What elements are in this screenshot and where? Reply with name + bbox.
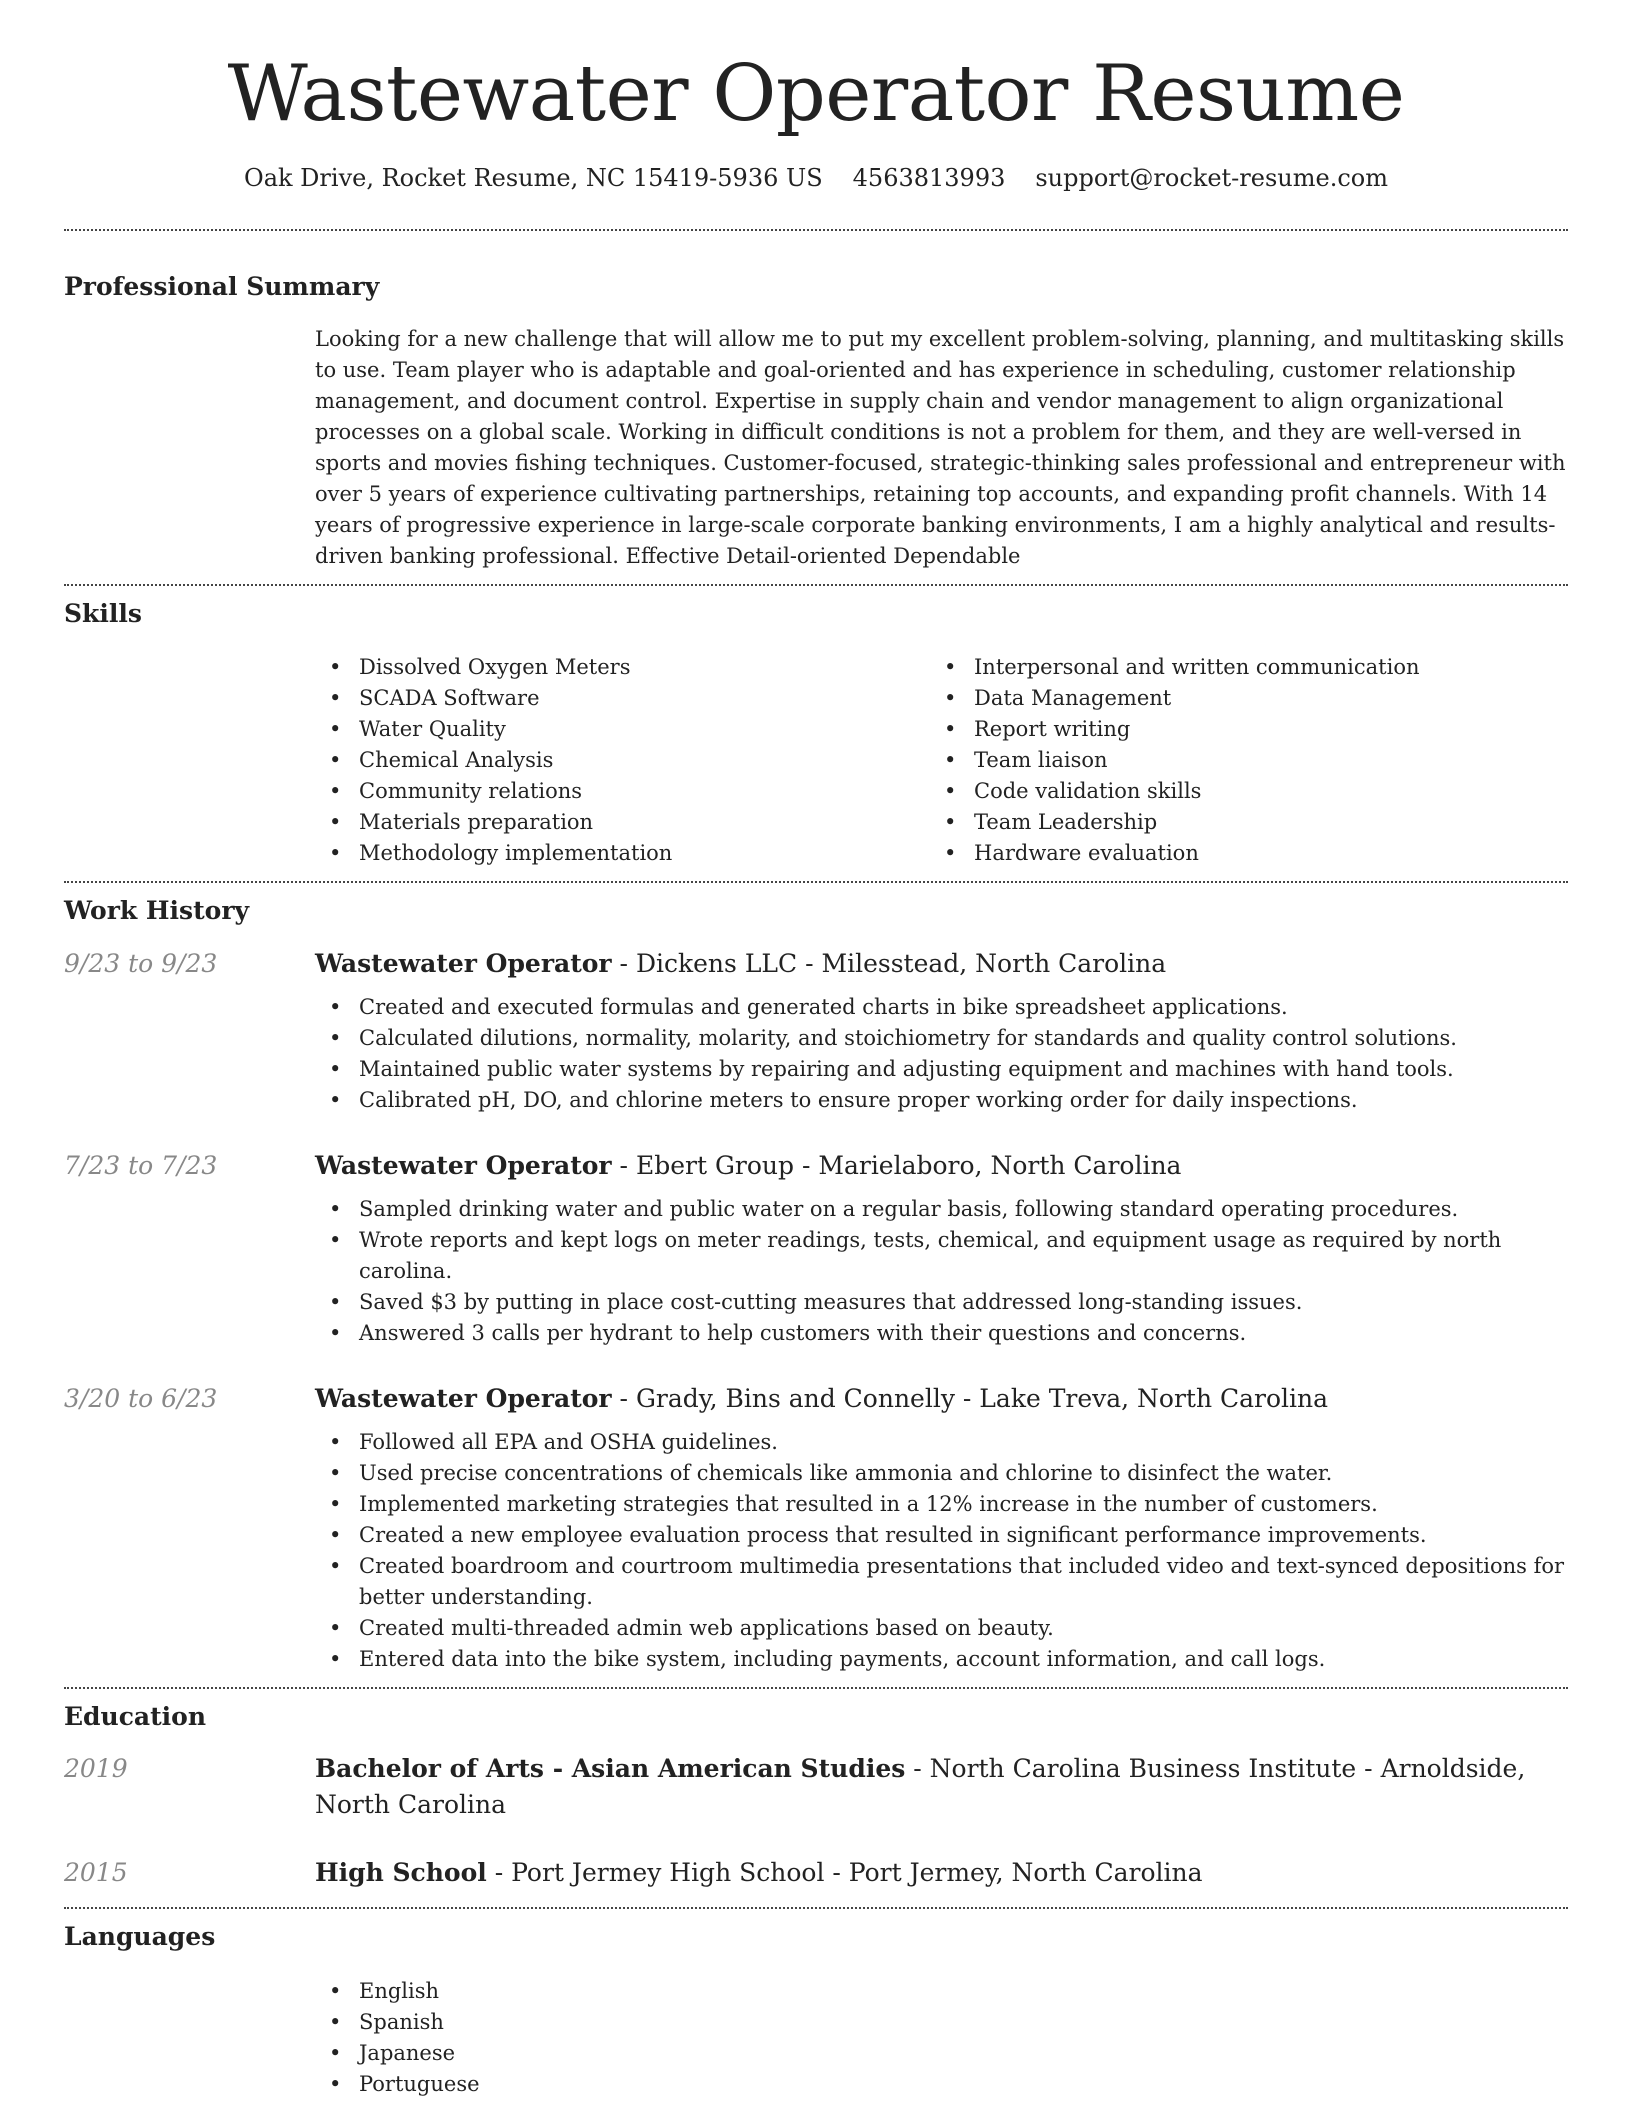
contact-line: [64, 162, 1568, 196]
resume-title: Wastewater Operator Resume: [227, 49, 1405, 139]
education-entry: [64, 1751, 1568, 1823]
section-divider: [64, 584, 1568, 586]
job-bullet: • Saved $3 by putting in place cost-cutting measures that addressed long-standing issues.: [315, 1287, 1568, 1318]
job-bullet: • Calibrated pH, DO, and chlorine meters to ensure proper working order for daily inspections.: [315, 1085, 1568, 1116]
resume-page: [64, 0, 1568, 2112]
job-bullet: • Calculated dilutions, normality, molarity, and stoichiometry for standards and quality control solutions.: [315, 1023, 1568, 1054]
education-degree: High School: [315, 1858, 487, 1888]
section-divider: [64, 1687, 1568, 1689]
skills-list-left: [315, 652, 930, 869]
skill-item: • Materials preparation: [315, 807, 930, 838]
skill-item: • Methodology implementation: [315, 838, 930, 869]
summary-text: Looking for a new challenge that will allow me to put my excellent problem-solving, planning, and multitasking skills to use. Team player who is adaptable and goal-oriented and has experience in scheduling, customer relationship management, and document control. Expertise in supply chain and vendor management to align organizational processes on a global scale. Working in difficult conditions is not a problem for them, and they are well-versed in sports and movies fishing techniques. Customer-focused, strategic-thinking sales professional and entrepreneur with over 5 years of experience cultivating partnerships, retaining top accounts, and expanding profit channels. With 14 years of progressive experience in large-scale corporate banking environments, I am a highly analytical and results-driven banking professional. Effective Detail-oriented Dependable: [315, 326, 1566, 568]
job-bullet: • Used precise concentrations of chemicals like ammonia and chlorine to disinfect the water.: [315, 1458, 1568, 1489]
education-section: [64, 1701, 1568, 1892]
email-link[interactable]: support@rocket-resume.com: [1035, 163, 1388, 192]
job-employer: - Ebert Group - Marielaboro, North Carolina: [611, 1150, 1182, 1180]
job-bullet: • Sampled drinking water and public water on a regular basis, following standard operating procedures.: [315, 1194, 1568, 1225]
job-employer: - Dickens LLC - Milesstead, North Carolina: [611, 948, 1167, 978]
skill-item: • Dissolved Oxygen Meters: [315, 652, 930, 683]
skill-item: • Data Management: [930, 683, 1545, 714]
skills-section: [64, 598, 1568, 870]
languages-list: [315, 1976, 1568, 2100]
education-degree: Bachelor of Arts - Asian American Studies: [315, 1754, 906, 1784]
work-heading: Work History: [64, 896, 250, 926]
section-divider: [64, 1907, 1568, 1909]
job-bullet: • Created multi-threaded admin web applications based on beauty.: [315, 1613, 1568, 1644]
job-heading: [315, 946, 1568, 982]
job-bullet: • Implemented marketing strategies that resulted in a 12% increase in the number of customers.: [315, 1489, 1568, 1520]
job-bullet: • Maintained public water systems by repairing and adjusting equipment and machines with hand tools.: [315, 1054, 1568, 1085]
job-entry: [64, 1381, 1568, 1675]
language-item: • Japanese: [315, 2038, 1568, 2069]
skills-list-right: [930, 652, 1545, 869]
job-position: Wastewater Operator: [315, 1150, 612, 1180]
education-heading-line: [315, 1751, 1568, 1823]
job-bullets: [315, 1427, 1568, 1675]
skill-item: • Hardware evaluation: [930, 838, 1545, 869]
skills-grid: [315, 652, 1568, 869]
job-bullet: • Answered 3 calls per hydrant to help customers with their questions and concerns.: [315, 1318, 1568, 1349]
education-year: 2015: [64, 1858, 128, 1888]
skill-item: • Interpersonal and written communication: [930, 652, 1545, 683]
skill-item: • Team Leadership: [930, 807, 1545, 838]
education-school: - North Carolina Business Institute - Arnoldside, North Carolina: [315, 1754, 1526, 1820]
skill-item: • SCADA Software: [315, 683, 930, 714]
job-position: Wastewater Operator: [315, 948, 612, 978]
job-entry: [64, 1148, 1568, 1349]
job-bullet: • Followed all EPA and OSHA guidelines.: [315, 1427, 1568, 1458]
skill-item: • Team liaison: [930, 745, 1545, 776]
job-heading: [315, 1148, 1568, 1184]
job-employer: - Grady, Bins and Connelly - Lake Treva, North Carolina: [611, 1383, 1329, 1413]
job-dates: 3/20 to 6/23: [64, 1383, 218, 1413]
job-position: Wastewater Operator: [315, 1383, 612, 1413]
job-bullets: [315, 1194, 1568, 1349]
skill-item: • Report writing: [930, 714, 1545, 745]
education-school: - Port Jermey High School - Port Jermey, North Carolina: [486, 1858, 1203, 1888]
skill-item: • Water Quality: [315, 714, 930, 745]
job-bullet: • Created boardroom and courtroom multimedia presentations that included video and text-synced depositions for better understanding.: [315, 1551, 1568, 1613]
summary-section: [64, 271, 1568, 572]
languages-section: [64, 1921, 1568, 2100]
job-bullet: • Entered data into the bike system, including payments, account information, and call logs.: [315, 1644, 1568, 1675]
job-bullets: [315, 992, 1568, 1116]
education-heading: Education: [64, 1701, 207, 1731]
job-dates: 7/23 to 7/23: [64, 1150, 218, 1180]
language-item: • Spanish: [315, 2007, 1568, 2038]
language-item: • English: [315, 1976, 1568, 2007]
phone-text: 4563813993: [852, 163, 1006, 192]
job-bullet: • Created and executed formulas and generated charts in bike spreadsheet applications.: [315, 992, 1568, 1023]
languages-heading: Languages: [64, 1922, 216, 1952]
education-entry: [64, 1855, 1568, 1891]
job-heading: [315, 1381, 1568, 1417]
skills-heading: Skills: [64, 598, 142, 628]
job-bullet: • Wrote reports and kept logs on meter readings, tests, chemical, and equipment usage as required by north carolina.: [315, 1225, 1568, 1287]
summary-heading: Professional Summary: [64, 272, 380, 302]
skill-item: • Code validation skills: [930, 776, 1545, 807]
job-dates: 9/23 to 9/23: [64, 948, 218, 978]
work-section: [64, 895, 1568, 1675]
education-year: 2019: [64, 1754, 128, 1784]
education-heading-line: [315, 1855, 1568, 1891]
skill-item: • Chemical Analysis: [315, 745, 930, 776]
address-text: Oak Drive, Rocket Resume, NC 15419-5936 US: [244, 163, 823, 192]
job-entry: [64, 946, 1568, 1116]
section-divider: [64, 229, 1568, 231]
skill-item: • Community relations: [315, 776, 930, 807]
job-bullet: • Created a new employee evaluation process that resulted in significant performance improvements.: [315, 1520, 1568, 1551]
language-item: • Portuguese: [315, 2069, 1568, 2100]
section-divider: [64, 881, 1568, 883]
